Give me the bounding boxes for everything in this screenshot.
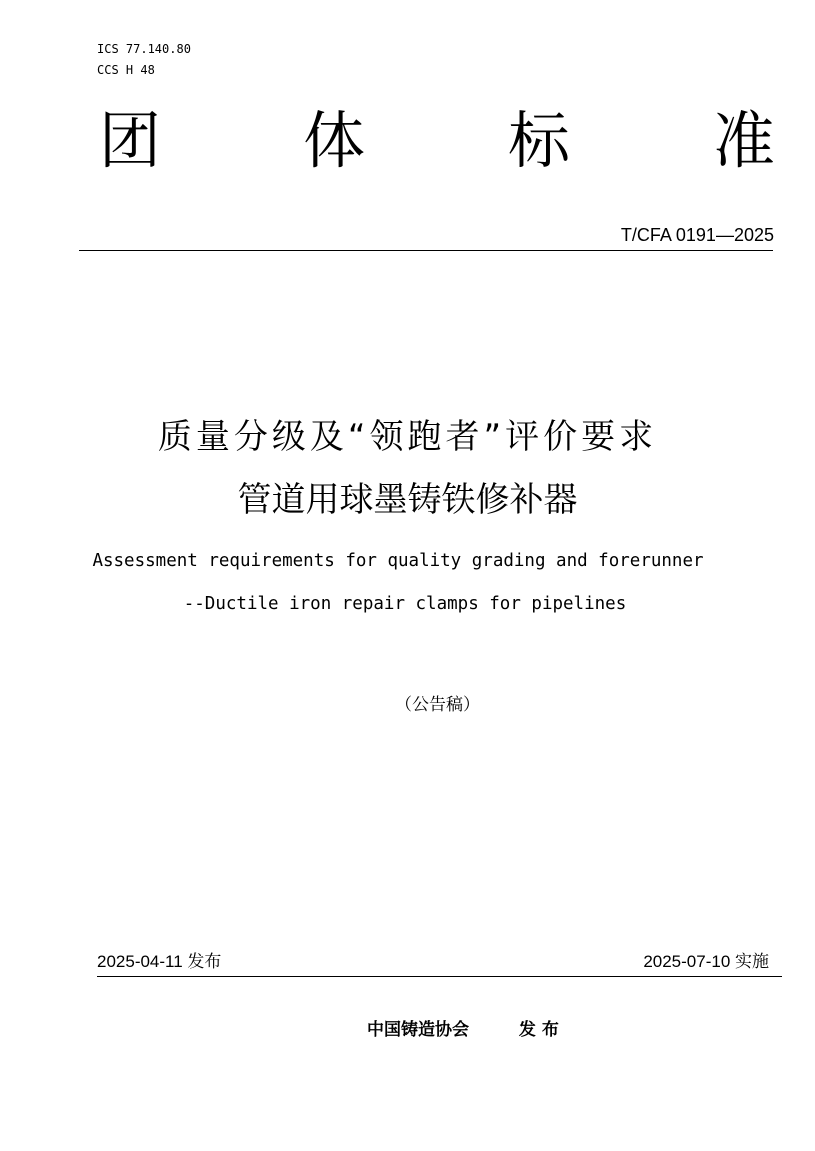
standard-type-char-4: 准 [713, 104, 776, 177]
title-english-line-1: Assessment requirements for quality grading and forerunner [92, 551, 704, 571]
bottom-divider [97, 976, 782, 977]
draft-status: （公告稿） [395, 695, 480, 715]
title-chinese-line-2: 管道用球墨铸铁修补器 [237, 480, 578, 520]
top-divider [79, 250, 773, 251]
title-english-line-2: --Ductile iron repair clamps for pipelines [183, 594, 627, 614]
title-chinese-line-1: 质量分级及“领跑者”评价要求 [157, 417, 658, 457]
implementation-date: 2025-07-10 实施 [643, 952, 769, 971]
standard-type-char-1: 团 [99, 104, 162, 177]
standard-type-char-3: 标 [508, 104, 571, 177]
issue-date: 2025-04-11 发布 [97, 952, 222, 971]
standard-type-char-2: 体 [303, 104, 366, 177]
publisher-name: 中国铸造协会 [367, 1020, 469, 1040]
standard-number: T/CFA 0191—2025 [620, 225, 774, 245]
publisher [367, 1015, 559, 1040]
ics-code: ICS 77.140.80 [97, 42, 191, 56]
ccs-code: CCS H 48 [97, 63, 155, 77]
publisher-action: 发 布 [518, 1020, 559, 1040]
